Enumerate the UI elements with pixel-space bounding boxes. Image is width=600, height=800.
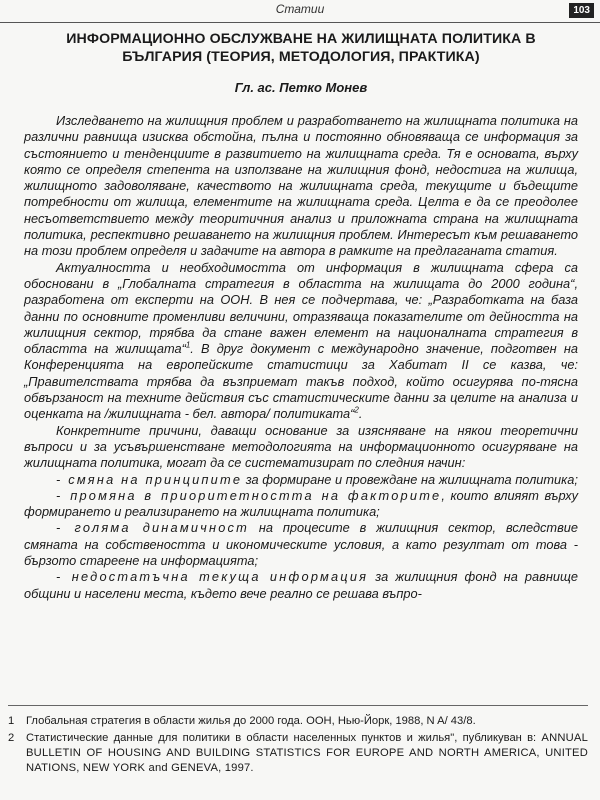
article-title-line-1: ИНФОРМАЦИОННО ОБСЛУЖВАНЕ НА ЖИЛИЩНАТА ПОЛИТИКА В bbox=[66, 31, 536, 47]
footnotes bbox=[8, 705, 588, 778]
list-item-text: на процесите в жилищния сектор, вследствие смяната на собствеността и икономическите условия, а като резултат от това - бързото стареене на информацията; bbox=[24, 520, 578, 569]
list-item-text: , които влияят върху формирането и реализирането на жилищната политика; bbox=[24, 487, 578, 520]
article-title bbox=[24, 30, 578, 66]
footnote-number: 1 bbox=[8, 715, 15, 727]
list-item-lead: - голяма динамичност bbox=[56, 520, 249, 536]
paragraph-2-part-b: . В друг документ с международно значение, подготвен на Конференцията на европейските статистици за Хабитат II се казва, че: „Правителствата трябва да възприемат такъв подход, който осигурява по-тясна обвързаност на техните действия със статистическите данни за целите на анализа и оценката на /жилищната - бел. автора/ политиката“ bbox=[24, 341, 578, 422]
footnote-ref-2: 2 bbox=[354, 406, 359, 416]
article bbox=[24, 30, 578, 602]
footnote-ref-1: 1 bbox=[185, 340, 191, 350]
running-header bbox=[0, 0, 600, 23]
running-head-title: Статии bbox=[275, 2, 325, 16]
paragraph-2 bbox=[24, 260, 578, 423]
paragraph-2-part-a: Актуалността и необходимостта от информация в жилищната сфера са обосновани в „Глобалната стратегия в областта на жилищата до 2000 година“, разработена от експерти на ООН. В нея се подчертава, че: „Разработката на база данни по основните променливи величини, отразяваща показателите от дейността на жилищния сектор, трябва да стане важен елемент на националната стратегия в областта на жилищата“ bbox=[24, 259, 578, 357]
footnote-1 bbox=[8, 714, 588, 729]
list-item-text: за формиране и провеждане на жилищната политика; bbox=[242, 471, 578, 487]
footnote-text: Глобальная стратегия в области жилья до 2000 года. ООН, Нью-Йорк, 1988, N A/ 43/8. bbox=[26, 715, 476, 727]
article-author: Гл. ас. Петко Монев bbox=[234, 80, 368, 95]
footnote-2 bbox=[8, 731, 588, 776]
paragraph-1: Изследването на жилищния проблем и разработването на жилищната политика на различни равнища изисква обстойна, пълна и постоянно обновяваща се информация за състоянието и тенденциите в развитието на жилищната среда. Тя е основата, върху която се определя степента на използване на жилищния фонд, недостига на жилища, жилищното задоволяване, качеството на жилищната среда, текущите и бъдещите потребности от жилища, елементите на жилищната среда. Целта е да се преодолее несъответствието между теоритичния анализ и приложната страна на жилищната политика, респективно решаването на жилищния проблем. Интересът към решаването на този проблем определя и задачите на автора в рамките на предлаганата статия. bbox=[24, 113, 578, 259]
footnote-number: 2 bbox=[8, 732, 15, 744]
list-item bbox=[24, 520, 578, 569]
article-title-line-2: БЪЛГАРИЯ (ТЕОРИЯ, МЕТОДОЛОГИЯ, ПРАКТИКА) bbox=[122, 49, 480, 65]
list-item bbox=[24, 488, 578, 521]
footnote-text-part-b: ANNUAL BULLETIN OF HOUSING AND BUILDING STATISTICS FOR EUROPE AND NORTH AMERICA, UNITED NATIONS, NEW YORK and GENEVA, 1997. bbox=[26, 732, 588, 774]
page-number: 103 bbox=[569, 3, 594, 18]
footnote-text bbox=[26, 731, 588, 776]
article-body bbox=[24, 113, 578, 602]
list-item-lead: - недостатъчна текуща информация bbox=[56, 569, 369, 585]
list-item bbox=[24, 472, 578, 488]
paragraph-3: Конкретните причини, даващи основание за изясняване на някои теоретични въпроси и за усъвършенстване методологията на информационното осигуряване на жилищната политика, могат да се систематизират по следния начин: bbox=[24, 422, 578, 471]
list-item bbox=[24, 569, 578, 602]
list-item-lead: - смяна на принципите bbox=[56, 471, 243, 487]
list-item-text: за жилищния фонд на равнище общини и населени места, където вече реално се решава въпро- bbox=[24, 569, 578, 601]
list-item-lead: - промяна в приоритетността на факторите bbox=[56, 487, 442, 503]
footnote-text-part-a: Статистические данные для политики в области населенных пунктов и жилья", публикуван в: bbox=[26, 732, 542, 744]
paragraph-2-part-c: . bbox=[358, 406, 363, 422]
